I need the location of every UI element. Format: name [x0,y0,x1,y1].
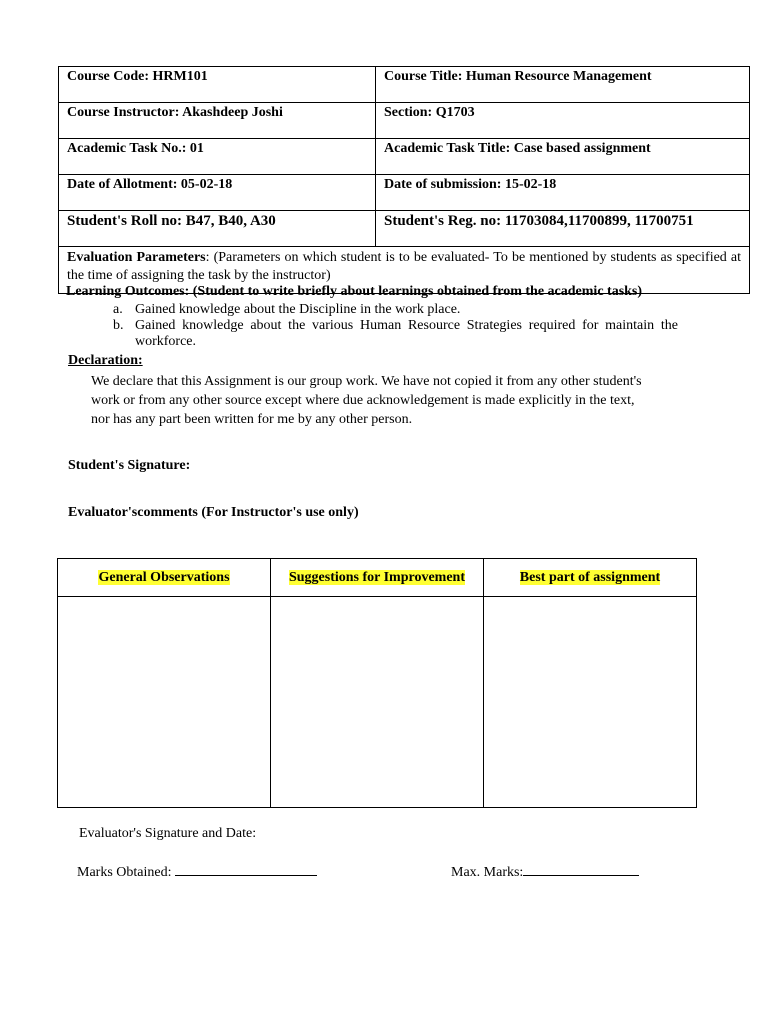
learning-outcomes-list [113,302,678,350]
evaluator-comments-label: Evaluator'scomments (For Instructor's use only) [68,505,359,520]
evaluator-signature-label: Evaluator's Signature and Date: [79,826,257,841]
list-item-text: Gained knowledge about the various Human Resource Strategies required for maintain the workforce. [135,318,678,349]
course-info-table [58,66,750,294]
declaration-title: Declaration: [68,353,143,368]
best-part-cell[interactable] [484,597,697,808]
marks-obtained [77,861,317,881]
evaluation-parameters-label: Evaluation Parameters [67,250,206,265]
course-title: Course Title: Human Resource Management [376,67,750,103]
header-suggestions-for-improvement: Suggestions for Improvement [271,559,484,597]
header-best-part-of-assignment: Best part of assignment [484,559,697,597]
max-marks [451,861,639,881]
student-reg-no: Student's Reg. no: 11703084,11700899, 11700751 [376,211,750,247]
evaluator-comments-table [57,558,697,808]
list-item [113,318,678,350]
header-general-observations: General Observations [58,559,271,597]
student-signature-label: Student's Signature: [68,458,191,473]
course-instructor: Course Instructor: Akashdeep Joshi [59,103,376,139]
general-observations-cell[interactable] [58,597,271,808]
section: Section: Q1703 [376,103,750,139]
academic-task-title: Academic Task Title: Case based assignment [376,139,750,175]
marks-obtained-label: Marks Obtained: [77,865,175,880]
course-code: Course Code: HRM101 [59,67,376,103]
academic-task-no: Academic Task No.: 01 [59,139,376,175]
student-roll-no: Student's Roll no: B47, B40, A30 [59,211,376,247]
declaration-text: We declare that this Assignment is our group work. We have not copied it from any other student's work or from any other source except where due acknowledgement is made explicitly in the text, nor has any part been written for me by any other person. [91,374,642,427]
list-item [113,302,678,318]
evaluation-parameters-text: : (Parameters on which student is to be evaluated- To be mentioned by students as specified at the time of assigning the task by the instructor) [67,250,741,283]
list-item-text: Gained knowledge about the Discipline in the work place. [135,302,461,317]
suggestions-cell[interactable] [271,597,484,808]
marks-obtained-line[interactable] [175,861,317,876]
date-of-submission: Date of submission: 15-02-18 [376,175,750,211]
max-marks-label: Max. Marks: [451,865,524,880]
list-marker: a. [113,302,123,317]
list-marker: b. [113,318,124,333]
max-marks-line[interactable] [523,861,639,876]
date-of-allotment: Date of Allotment: 05-02-18 [59,175,376,211]
learning-outcomes-title: Learning Outcomes: (Student to write briefly about learnings obtained from the academic tasks) [66,284,643,299]
